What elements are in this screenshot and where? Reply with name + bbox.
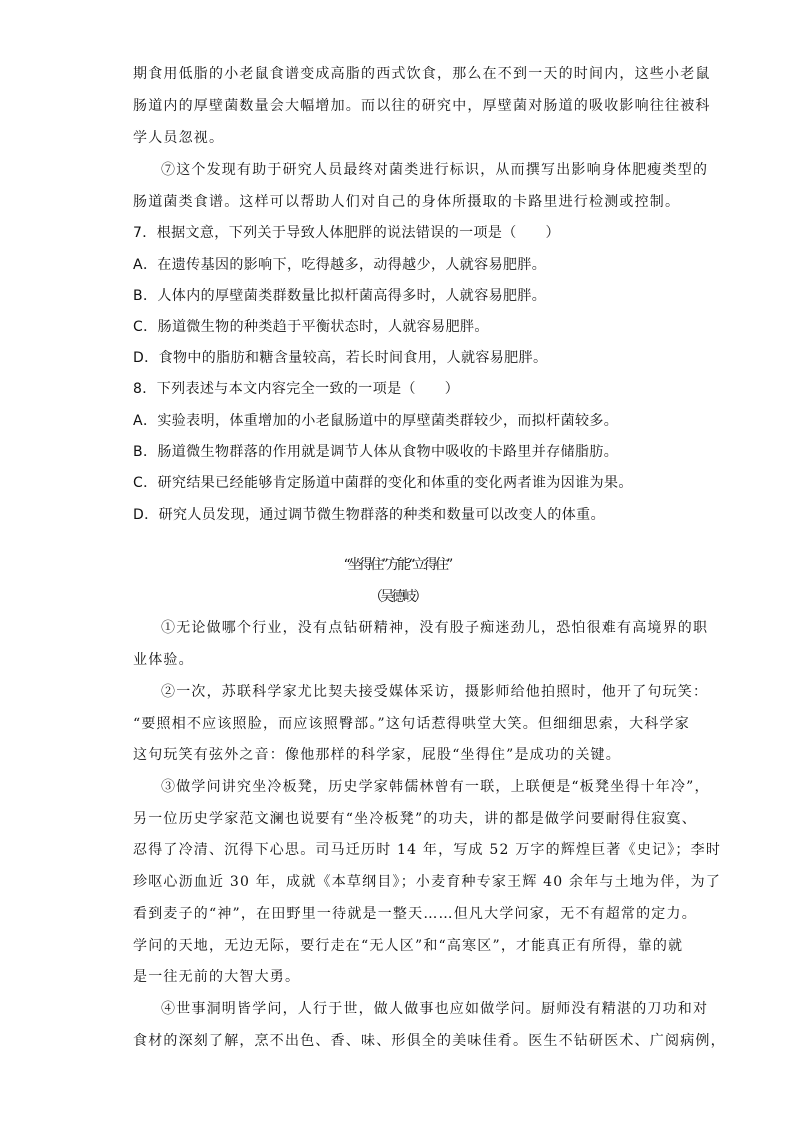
question-8-stem: 8．下列表述与本文内容完全一致的一项是（ ）: [133, 381, 460, 397]
passage1-line: 肠道菌类食谱。这样可以帮助人们对自己的身体所摄取的卡路里进行检测或控制。: [133, 194, 681, 210]
passage2-line: 食材的深刻了解，烹不出色、香、味、形俱全的美味佳肴。医生不钻研医术、广阅病例，: [133, 1033, 726, 1049]
passage2-line: ①无论做哪个行业，没有点钻研精神，没有股子痴迷劲儿，恐怕很难有高境界的职: [161, 620, 709, 636]
passage2-line: 另一位历史学家范文澜也说要有“坐冷板凳”的功夫，讲的都是做学问要耐得住寂寞、: [133, 811, 697, 827]
question-7-option-d: D．食物中的脂肪和糖含量较高，若长时间食用，人就容易肥胖。: [133, 350, 548, 366]
passage2-line: “要照相不应该照脸，而应该照臀部。”这句话惹得哄堂大笑。但细细思索，大科学家: [133, 716, 690, 732]
passage1-line: 期食用低脂的小老鼠食谱变成高脂的西式饮食，那么在不到一天的时间内，这些小老鼠: [133, 66, 711, 82]
question-7-option-b: B．人体内的厚壁菌类群数量比拟杆菌高得多时，人就容易肥胖。: [133, 288, 547, 304]
passage2-author: （吴德岐）: [369, 589, 425, 605]
question-8-option-d: D．研究人员发现，通过调节微生物群落的种类和数量可以改变人的体重。: [133, 507, 605, 523]
passage1-line: 学人员忽视。: [133, 130, 225, 146]
passage1-line: ⑦这个发现有助于研究人员最终对菌类进行标识，从而撰写出影响身体肥瘦类型的: [161, 162, 709, 178]
passage2-line: ③做学问讲究坐冷板凳，历史学家韩儒林曾有一联，上联便是“板凳坐得十年冷”，: [161, 779, 710, 795]
passage2-line: 学问的天地，无边无际，要行走在“无人区”和“高寒区”，才能真正有所得，靠的就: [133, 938, 684, 954]
passage2-line: 这句玩笑有弦外之音：像他那样的科学家，屁股“坐得住”是成功的关键。: [133, 747, 621, 763]
passage2-title: “坐得住”方能“立得住”: [343, 557, 451, 573]
question-7-option-a: A．在遗传基因的影响下，吃得越多，动得越少，人就容易肥胖。: [133, 257, 547, 273]
passage2-line: 忍得了冷清、沉得下心思。司马迁历时 14 年，写成 52 万字的辉煌巨著《史记》；李时: [133, 842, 722, 858]
passage1-line: 肠道内的厚壁菌数量会大幅增加。而以往的研究中，厚壁菌对肠道的吸收影响往往被科: [133, 98, 711, 114]
passage2-line: ②一次，苏联科学家尤比契夫接受媒体采访，摄影师给他拍照时，他开了句玩笑：: [161, 684, 709, 700]
question-8-option-b: B．肠道微生物群落的作用就是调节人体从食物中吸收的卡路里并存储脂肪。: [133, 444, 619, 460]
question-8-option-a: A．实验表明，体重增加的小老鼠肠道中的厚壁菌类群较少，而拟杆菌较多。: [133, 413, 619, 429]
question-7-option-c: C．肠道微生物的种类趋于平衡状态时，人就容易肥胖。: [133, 319, 489, 335]
passage2-line: 珍呕心沥血近 30 年，成就《本草纲目》；小麦育种专家王辉 40 余年与土地为伴，为了: [133, 874, 722, 890]
passage2-line: 是一往无前的大智大勇。: [133, 969, 301, 985]
question-7-stem: 7．根据文意，下列关于导致人体肥胖的说法错误的一项是（ ）: [133, 225, 560, 241]
passage2-line: ④世事洞明皆学问，人行于世，做人做事也应如做学问。厨师没有精湛的刀功和对: [161, 1001, 709, 1017]
passage2-line: 看到麦子的“神”，在田野里一待就是一整天……但凡大学问家，无不有超常的定力。: [133, 906, 697, 922]
passage2-line: 业体验。: [133, 652, 194, 668]
question-8-option-c: C．研究结果已经能够肯定肠道中菌群的变化和体重的变化两者谁为因谁为果。: [133, 475, 633, 491]
